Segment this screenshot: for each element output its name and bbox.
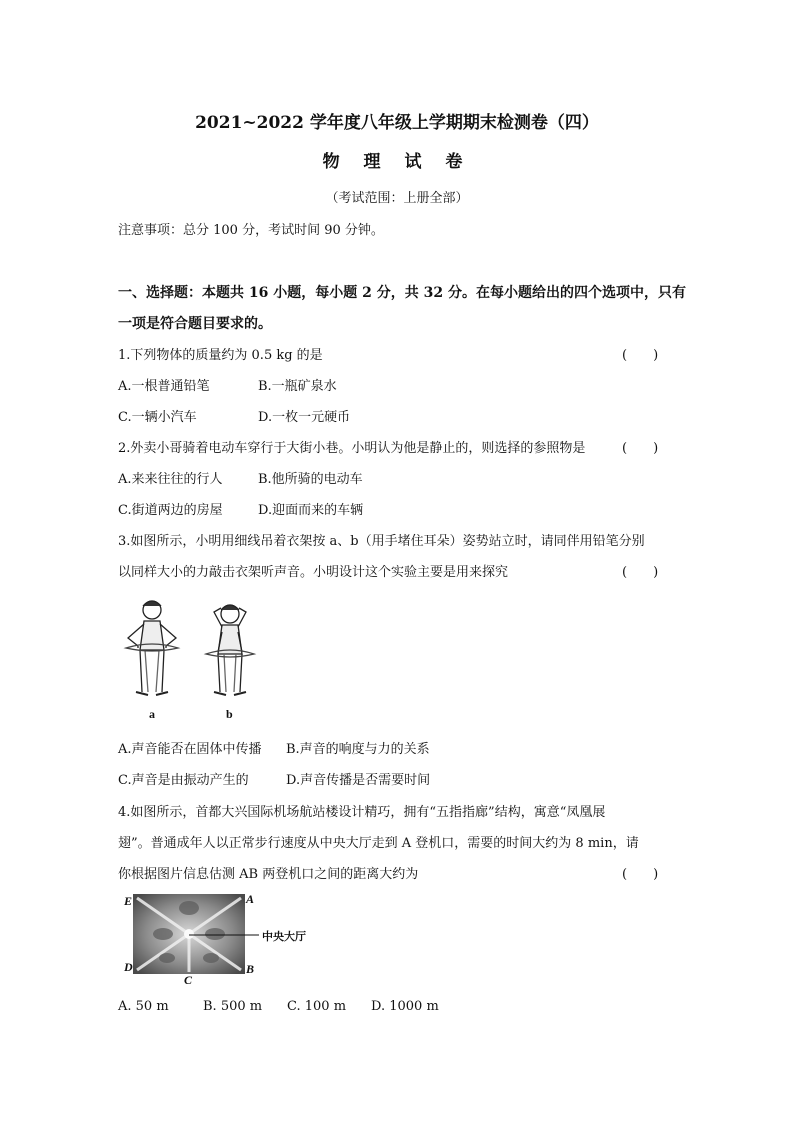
question-3-answer-paren: ( ) (622, 565, 659, 580)
question-1-answer-paren: ( ) (622, 348, 659, 363)
terminal-label-b: B (246, 962, 255, 976)
hanger-experiment-figure (118, 594, 278, 706)
question-2-option-a: A.来来往往的行人 (118, 472, 223, 487)
section-heading-line1: 一、选择题：本题共 16 小题，每小题 2 分，共 32 分。在每小题给出的四个选项中，只有 (118, 285, 686, 301)
terminal-label-d: D (124, 960, 133, 974)
question-1-option-b: B.一瓶矿泉水 (258, 379, 337, 394)
question-3-option-a: A.声音能否在固体中传播 (118, 742, 262, 757)
question-4-option-d: D. 1000 m (371, 999, 439, 1014)
section-heading-line2: 一项是符合题目要求的。 (118, 316, 272, 332)
question-2-stem: 2.外卖小哥骑着电动车穿行于大街小巷。小明认为他是静止的，则选择的参照物是 (118, 441, 586, 456)
terminal-label-c: C (184, 973, 193, 987)
question-1-option-a: A.一根普通铅笔 (118, 379, 210, 394)
page-title: 2021~2022 学年度八年级上学期期末检测卷（四） (195, 113, 599, 133)
question-2-option-b: B.他所骑的电动车 (258, 472, 363, 487)
terminal-label-a: A (246, 892, 255, 906)
question-1-stem: 1.下列物体的质量约为 0.5 kg 的是 (118, 348, 323, 363)
page-subtitle: 物 理 试 卷 (322, 152, 472, 172)
question-3-option-b: B.声音的响度与力的关系 (286, 742, 430, 757)
question-4-option-c: C. 100 m (287, 999, 347, 1014)
figure-label-b: b (226, 707, 233, 721)
question-4-stem-line2: 翅”。普通成年人以正常步行速度从中央大厅走到 A 登机口，需要的时间大约为 8 min，请 (118, 836, 639, 851)
question-4-option-a: A. 50 m (118, 999, 169, 1014)
question-4-stem-line1: 4.如图所示，首都大兴国际机场航站楼设计精巧，拥有“五指指廊”结构，寓意“凤凰展 (118, 805, 606, 820)
question-1-option-c: C.一辆小汽车 (118, 410, 197, 425)
hall-pointer-line (189, 930, 259, 940)
question-3-stem-line1: 3.如图所示，小明用细线吊着衣架按 a、b（用手堵住耳朵）姿势站立时，请同伴用铅笔分别 (118, 534, 645, 549)
question-3-option-c: C.声音是由振动产生的 (118, 773, 249, 788)
question-2-answer-paren: ( ) (622, 441, 659, 456)
question-2-option-c: C.街道两边的房屋 (118, 503, 223, 518)
person-a-illustration (126, 601, 178, 695)
terminal-label-e: E (124, 894, 133, 908)
exam-scope: （考试范围：上册全部） (325, 191, 469, 206)
question-4-answer-paren: ( ) (622, 867, 659, 882)
exam-notice: 注意事项：总分 100 分，考试时间 90 分钟。 (118, 223, 384, 238)
figure-label-a: a (149, 707, 155, 721)
central-hall-label: 中央大厅 (262, 930, 306, 943)
question-4-stem-line3: 你根据图片信息估测 AB 两登机口之间的距离大约为 (118, 867, 419, 882)
question-3-stem-line2: 以同样大小的力敲击衣架听声音。小明设计这个实验主要是用来探究 (118, 565, 509, 580)
question-1-option-d: D.一枚一元硬币 (258, 410, 351, 425)
question-2-option-d: D.迎面而来的车辆 (258, 503, 364, 518)
person-b-illustration (206, 605, 254, 695)
question-3-option-d: D.声音传播是否需要时间 (286, 773, 431, 788)
question-4-option-b: B. 500 m (203, 999, 263, 1014)
